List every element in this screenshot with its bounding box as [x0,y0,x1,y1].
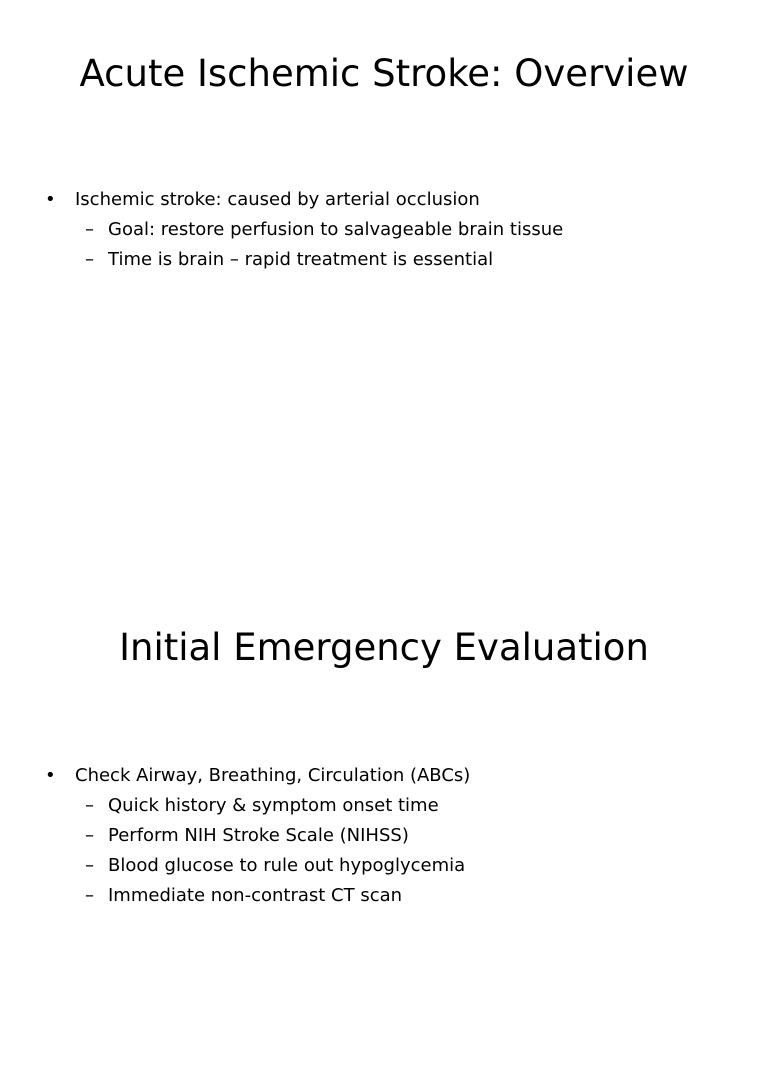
dash-marker: – [85,249,94,270]
sub-bullet-item [0,821,768,851]
sub-bullet-text: Perform NIH Stroke Scale (NIHSS) [108,825,409,846]
dash-marker: – [85,795,94,816]
bullet-marker: • [45,189,56,210]
slide-overview [0,0,768,512]
dash-marker: – [85,219,94,240]
sub-bullet-item [0,245,768,275]
bullet-marker: • [45,765,56,786]
slide-title: Acute Ischemic Stroke: Overview [79,52,689,95]
sub-bullet-item [0,881,768,911]
sub-bullet-text: Blood glucose to rule out hypoglycemia [108,855,466,876]
dash-marker: – [85,855,94,876]
bullet-text: Ischemic stroke: caused by arterial occlusion [75,189,480,210]
sub-bullet-item [0,215,768,245]
dash-marker: – [85,825,94,846]
bullet-text: Check Airway, Breathing, Circulation (ABCs) [75,765,471,786]
bullet-item [0,761,768,791]
bullet-list [0,761,768,911]
bullet-list [0,185,768,275]
sub-bullet-text: Time is brain – rapid treatment is essential [108,249,494,270]
slide-title: Initial Emergency Evaluation [119,626,649,669]
sub-bullet-text: Quick history & symptom onset time [108,795,439,816]
sub-bullet-item [0,851,768,881]
bullet-item [0,185,768,215]
dash-marker: – [85,885,94,906]
sub-bullet-item [0,791,768,821]
slide-initial-evaluation [0,576,768,1088]
sub-bullet-text: Immediate non-contrast CT scan [108,885,403,906]
sub-bullet-text: Goal: restore perfusion to salvageable brain tissue [108,219,564,240]
